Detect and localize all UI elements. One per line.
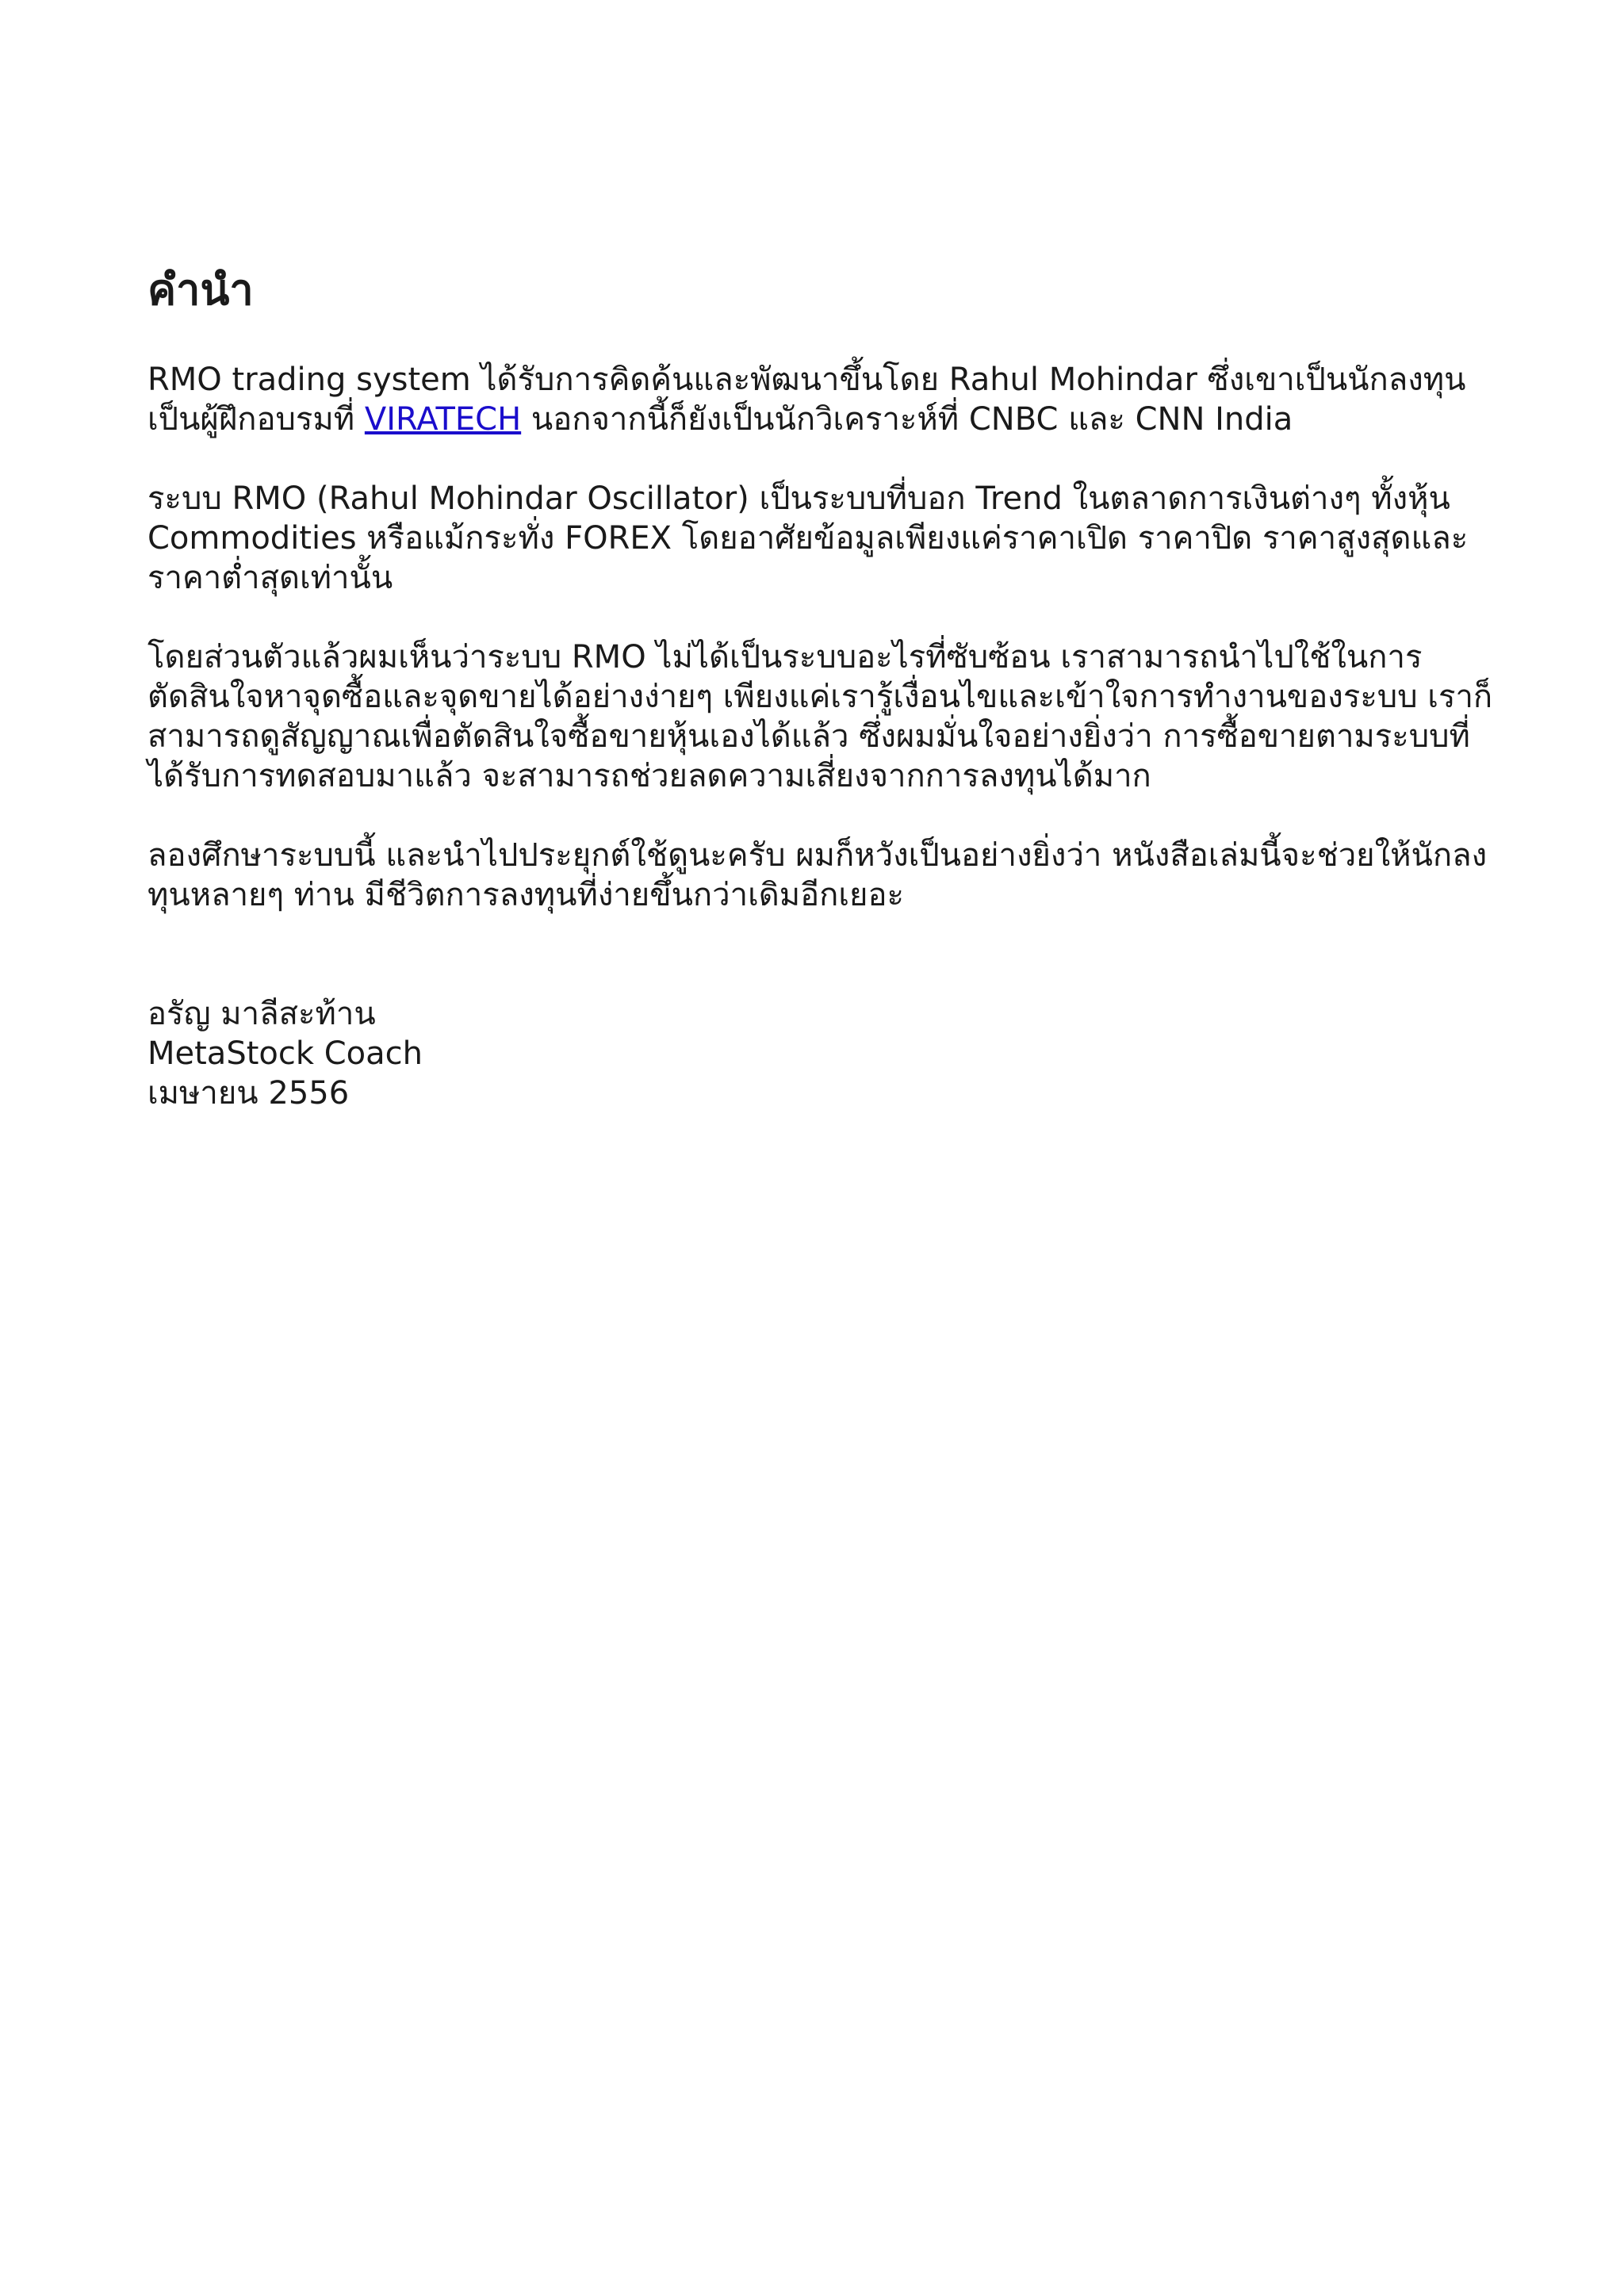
paragraph-1-text-start: RMO trading system ได้รับการคิดค้นและพัฒนาขึ้นโดย Rahul Mohindar ซึ่งเขาเป็นนักลงทุน เป็นผู้ฝึกอบรมที่ — [147, 362, 1466, 438]
paragraph-4: ลองศึกษาระบบนี้ และนำไปประยุกต์ใช้ดูนะครับ ผมก็หวังเป็นอย่างยิ่งว่า หนังสือเล่มนี้จะช่วยให้นักลงทุนหลายๆ ท่าน มีชีวิตการลงทุนที่ง่ายขึ้นกว่าเดิมอีกเยอะ — [147, 837, 1488, 913]
paragraph-3: โดยส่วนตัวแล้วผมเห็นว่าระบบ RMO ไม่ได้เป็นระบบอะไรที่ซับซ้อน เราสามารถนำไปใช้ในการตัดสินใจหาจุดซื้อและจุดขายได้อย่างง่ายๆ เพียงแค่เรารู้เงื่อนไขและเข้าใจการทำงานของระบบ เราก็สามารถดูสัญญาณเพื่อตัดสินใจซื้อขายหุ้นเองได้แล้ว ซึ่งผมมั่นใจอย่างยิ่งว่า การซื้อขายตามระบบที่ได้รับการทดสอบมาแล้ว จะสามารถช่วยลดความเสี่ยงจากการลงทุนได้มาก — [147, 639, 1493, 794]
paragraph-1-text-end: นอกจากนี้ก็ยังเป็นนักวิเคราะห์ที่ CNBC และ CNN India — [521, 401, 1293, 438]
signature-date: เมษายน 2556 — [147, 1075, 350, 1112]
paragraph-1 — [147, 360, 1496, 439]
signature-block — [147, 994, 1496, 1113]
viratech-link[interactable]: VIRATECH — [364, 401, 522, 438]
author-role: MetaStock Coach — [147, 1035, 423, 1072]
paragraph-2: ระบบ RMO (Rahul Mohindar Oscillator) เป็นระบบที่บอก Trend ในตลาดการเงินต่างๆ ทั้งหุ้น Commodities หรือแม้กระทั่ง FOREX โดยอาศัยข้อมูลเพียงแค่ราคาเปิด ราคาปิด ราคาสูงสุดและราคาต่ำสุดเท่านั้น — [147, 480, 1469, 596]
document-page — [147, 262, 1496, 1113]
page-title: คำนำ — [147, 265, 254, 315]
author-name: อรัญ มาลีสะท้าน — [147, 996, 376, 1032]
